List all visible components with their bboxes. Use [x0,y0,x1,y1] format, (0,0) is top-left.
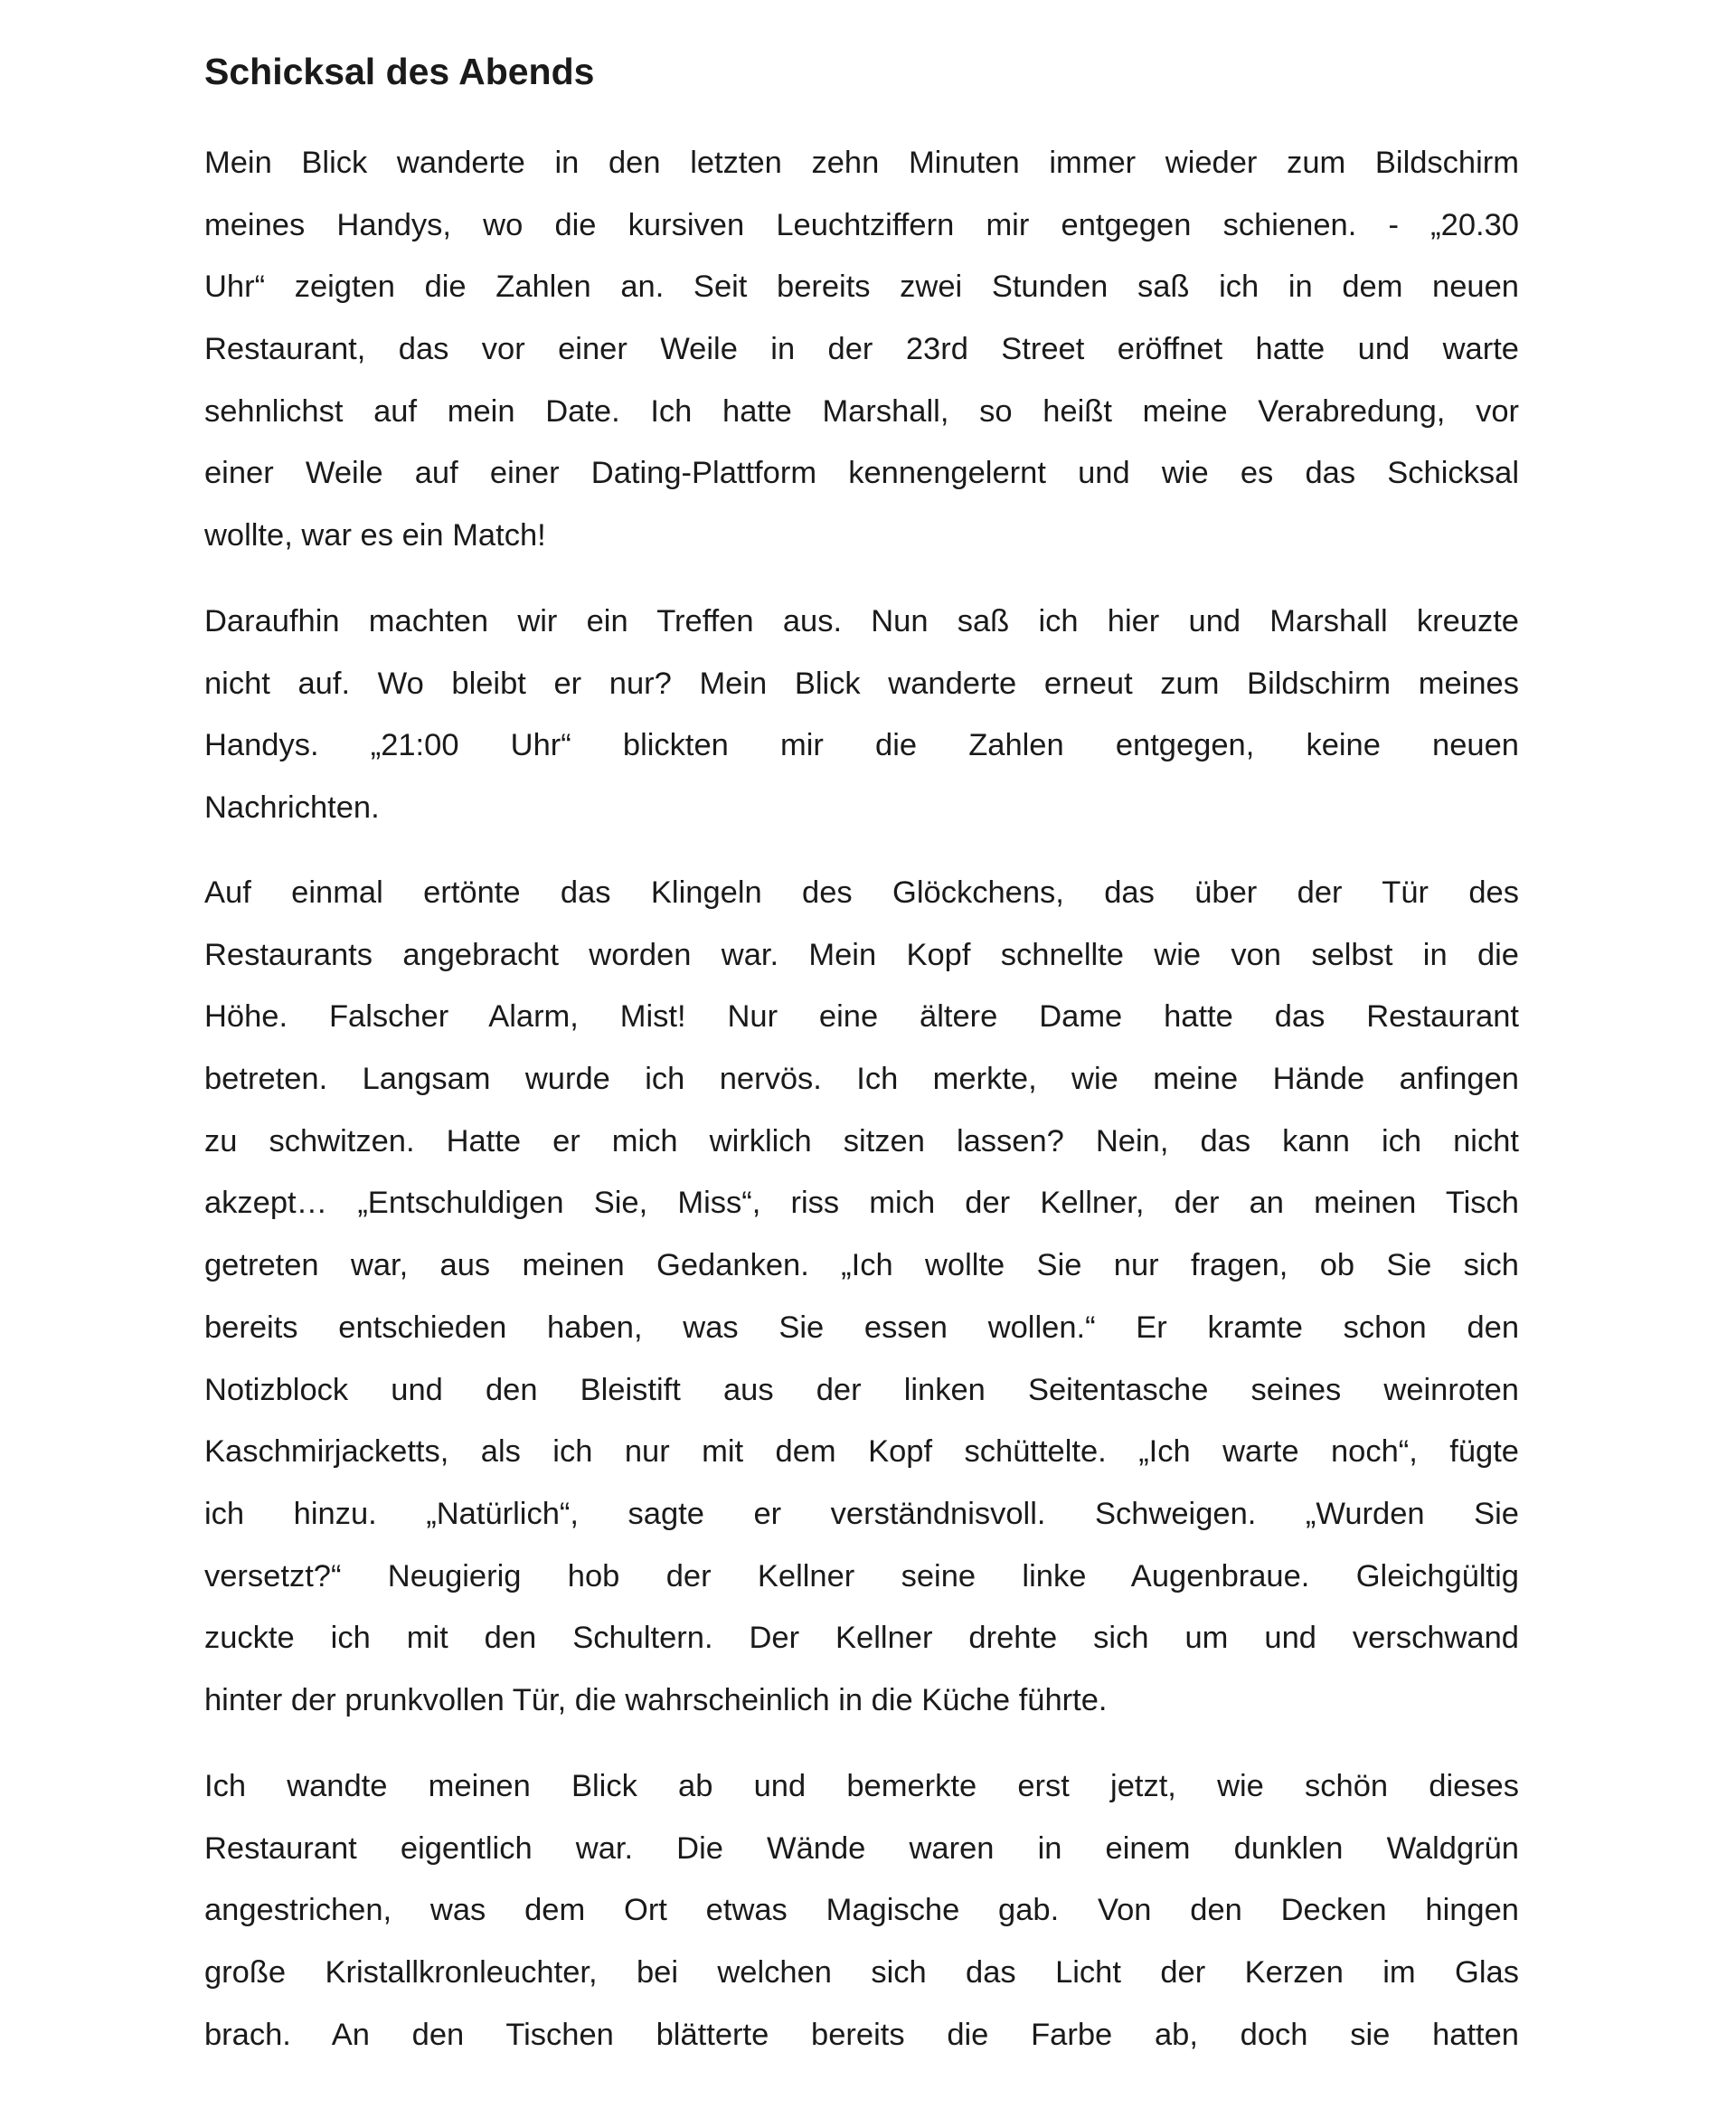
text-line: betreten. Langsam wurde ich nervös. Ich merkte, wie meine Hände anfingen [204,1062,1519,1097]
text-line: Nachrichten. [204,790,380,826]
text-line: angestrichen, was dem Ort etwas Magische gab. Von den Decken hingen [204,1893,1519,1928]
document-title: Schicksal des Abends [204,51,595,92]
text-line: brach. An den Tischen blätterte bereits die Farbe ab, doch sie hatten [204,2017,1519,2052]
text-line: nicht auf. Wo bleibt er nur? Mein Blick wanderte erneut zum Bildschirm meines [204,666,1519,701]
text-line: sehnlichst auf mein Date. Ich hatte Marshall, so heißt meine Verabredung, vor [204,393,1519,429]
paragraph-2 [204,591,1519,839]
text-line: Notizblock und den Bleistift aus der linken Seitentasche seines weinroten [204,1372,1519,1407]
text-line: hinter der prunkvollen Tür, die wahrscheinlich in die Küche führte. [204,1682,1108,1717]
text-line: meines Handys, wo die kursiven Leuchtziffern mir entgegen schienen. - „20.30 [204,207,1519,242]
text-line: Daraufhin machten wir ein Treffen aus. Nun saß ich hier und Marshall kreuzte [204,604,1519,638]
text-line: Mein Blick wanderte in den letzten zehn Minuten immer wieder zum Bildschirm [204,146,1519,180]
text-line: Ich wandte meinen Blick ab und bemerkte erst jetzt, wie schön dieses [204,1769,1519,1803]
text-line: Höhe. Falscher Alarm, Mist! Nur eine ältere Dame hatte das Restaurant [204,999,1519,1035]
text-line: zu schwitzen. Hatte er mich wirklich sitzen lassen? Nein, das kann ich nicht [204,1123,1519,1159]
text-line: Restaurant, das vor einer Weile in der 23rd Street eröffnet hatte und warte [204,332,1519,367]
paragraph-3 [204,862,1519,1732]
text-line: Restaurants angebracht worden war. Mein Kopf schnellte wie von selbst in die [204,937,1519,972]
text-line: bereits entschieden haben, was Sie essen wollen.“ Er kramte schon den [204,1310,1519,1345]
text-line: akzept… „Entschuldigen Sie, Miss“, riss mich der Kellner, der an meinen Tisch [204,1186,1519,1221]
text-line: wollte, war es ein Match! [204,518,546,553]
text-line: einer Weile auf einer Dating-Plattform kennengelernt und wie es das Schicksal [204,456,1519,491]
text-line: Restaurant eigentlich war. Die Wände waren in einem dunklen Waldgrün [204,1830,1519,1866]
text-line: Auf einmal ertönte das Klingeln des Glöckchens, das über der Tür des [204,875,1519,910]
text-line: ich hinzu. „Natürlich“, sagte er verständnisvoll. Schweigen. „Wurden Sie [204,1496,1519,1531]
paragraph-1 [204,132,1519,567]
text-line: getreten war, aus meinen Gedanken. „Ich wollte Sie nur fragen, ob Sie sich [204,1248,1519,1283]
text-line: versetzt?“ Neugierig hob der Kellner seine linke Augenbraue. Gleichgültig [204,1558,1519,1594]
text-line: große Kristallkronleuchter, bei welchen sich das Licht der Kerzen im Glas [204,1955,1519,1991]
paragraph-4 [204,1755,1519,2066]
text-line: Handys. „21:00 Uhr“ blickten mir die Zahlen entgegen, keine neuen [204,728,1519,763]
text-line: zuckte ich mit den Schultern. Der Kellner drehte sich um und verschwand [204,1621,1519,1656]
text-line: Uhr“ zeigten die Zahlen an. Seit bereits zwei Stunden saß ich in dem neuen [204,270,1519,305]
text-line: Kaschmirjacketts, als ich nur mit dem Kopf schüttelte. „Ich warte noch“, fügte [204,1434,1519,1470]
